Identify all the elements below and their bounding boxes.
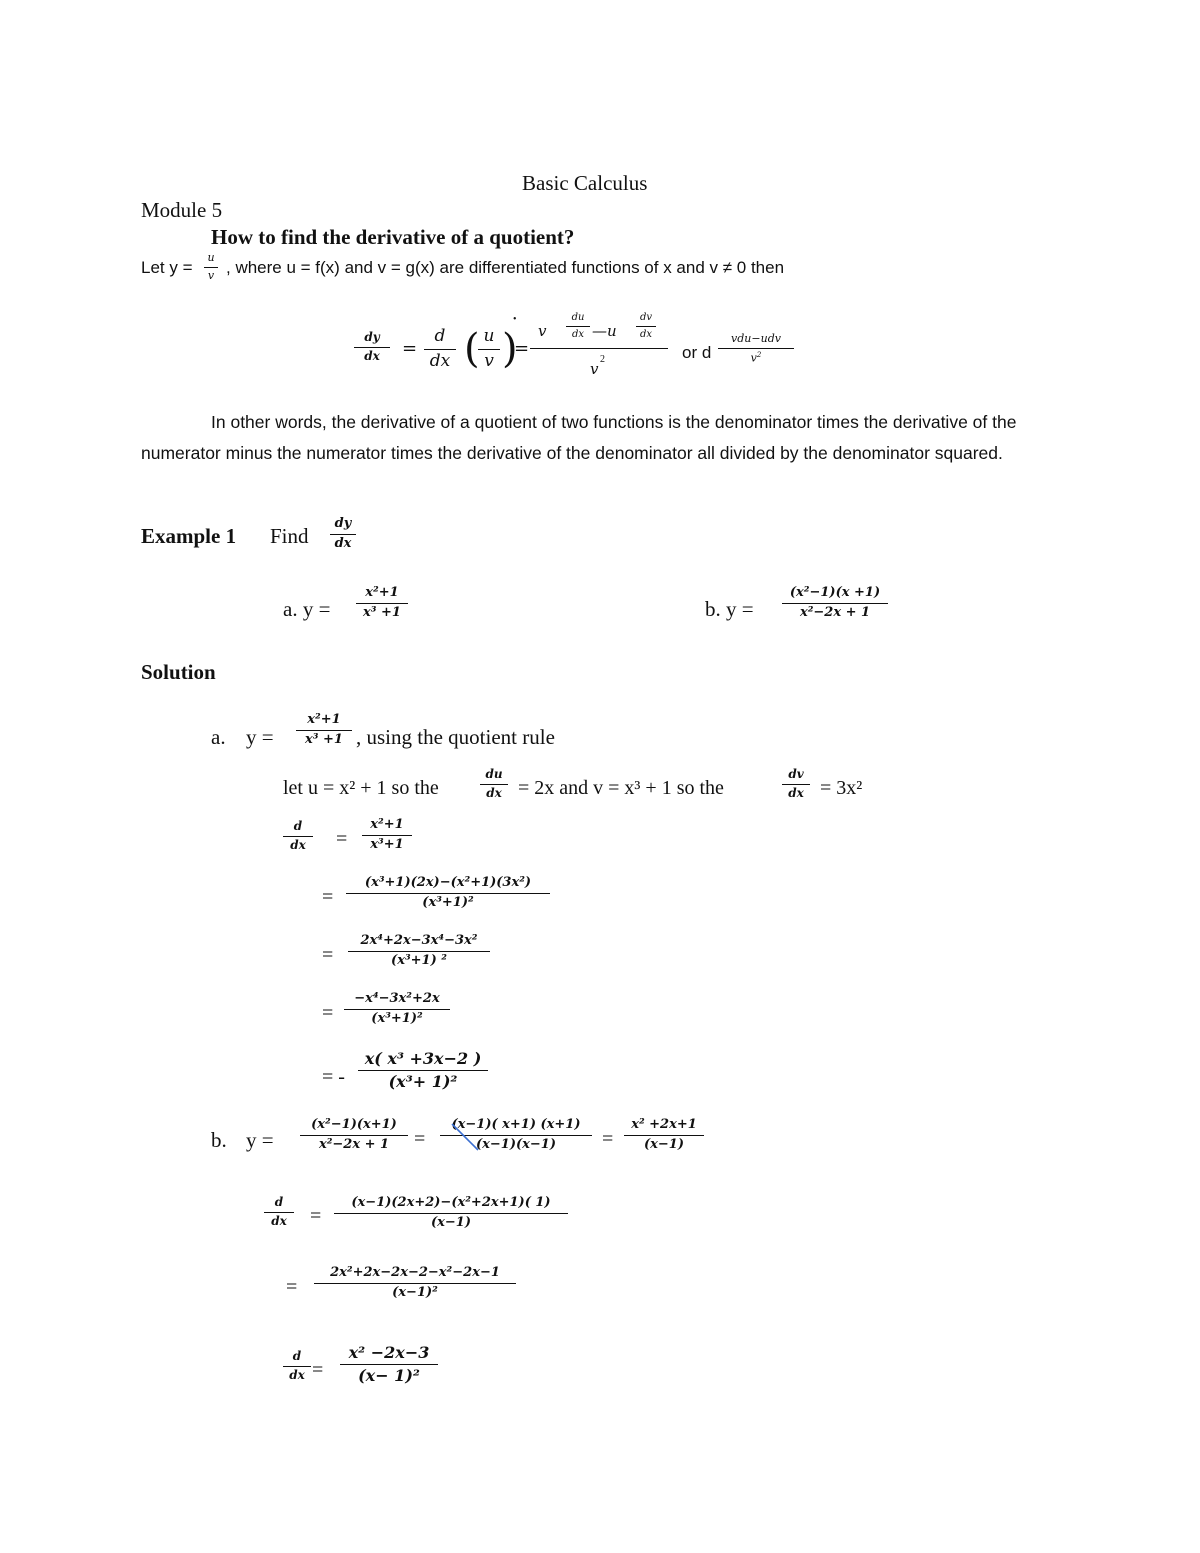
solution-a-y-eq: y = — [246, 725, 274, 749]
solution-a-step-0-den: x³+1 — [370, 836, 404, 852]
fraction-bar — [782, 603, 888, 604]
rule-d: d — [434, 326, 446, 346]
rule-alt-den-base: v — [750, 351, 757, 365]
example-find: Find — [270, 524, 309, 548]
solution-b-step-1-num: (x−1)(2x+2)−(x²+2x+1)( 1) — [351, 1195, 551, 1210]
solution-b-frac-3-num: x² +2x+1 — [631, 1117, 697, 1132]
fraction-bar — [480, 784, 508, 785]
fraction-bar — [346, 893, 550, 894]
let-prefix: Let y = — [141, 258, 193, 277]
rule-dv-dx — [636, 312, 656, 340]
example-a-den: x³ +1 — [363, 604, 401, 620]
solution-a-eq-neg: = - — [322, 1066, 345, 1088]
example-find-den: dx — [334, 535, 352, 551]
solution-a-ddx: dx — [290, 837, 306, 852]
solution-b-step-1-den: (x−1) — [431, 1214, 471, 1230]
fraction-bar — [314, 1283, 516, 1284]
rule-u: u — [483, 326, 495, 346]
solution-b-frac-2-num: (x−1)( x+1) (x+1) — [451, 1117, 581, 1132]
solution-a-step-1 — [346, 876, 550, 911]
rule-minus-u: —u — [592, 322, 617, 340]
solution-a-step-4-num: x( x³ +3x−2 ) — [364, 1049, 482, 1068]
paragraph-text: In other words, the derivative of a quotient of two functions is the denominator times the derivative of the numerator minus the numerator times the derivative of the denominator all divided by the denominator squared. — [141, 412, 1017, 463]
solution-b-label: b. — [211, 1128, 227, 1152]
let-suffix: , where u = f(x) and v = g(x) are differentiated functions of x and v ≠ 0 then — [226, 258, 785, 277]
rule-u-over-v — [478, 327, 500, 371]
rule-equals-1: = — [402, 338, 418, 359]
solution-a-step-1-num: (x³+1)(2x)−(x²+1)(3x²) — [364, 875, 532, 890]
solution-a-du: du — [485, 767, 503, 781]
fraction-bar — [478, 349, 500, 350]
fraction-bar — [283, 1366, 311, 1367]
example-a-fraction — [356, 586, 408, 621]
solution-a-fraction — [296, 713, 352, 748]
solution-b-ddx: dx — [271, 1213, 287, 1228]
fraction-bar — [204, 267, 218, 268]
solution-b-step-2-num: 2x²+2x−2x−2−x²−2x−1 — [330, 1265, 500, 1280]
fraction-bar — [424, 349, 456, 350]
solution-a-den: x³ +1 — [305, 731, 343, 747]
rule-dv-dx-den: dx — [639, 328, 653, 340]
fraction-bar — [334, 1213, 568, 1214]
rule-du-dx — [566, 312, 590, 340]
rule-or-d: or d — [682, 343, 712, 362]
explanation-paragraph — [141, 407, 1061, 469]
fraction-bar — [718, 348, 794, 349]
solution-b-final-d: d — [292, 1349, 302, 1363]
solution-a-dx2: dx — [788, 785, 804, 800]
solution-b-d-dx — [264, 1196, 294, 1229]
example-b-label: b. y = — [705, 597, 754, 621]
fraction-bar — [782, 784, 810, 785]
fraction-bar — [636, 326, 656, 327]
solution-a-label: a. — [211, 725, 226, 749]
rule-du: du — [571, 312, 585, 323]
fraction-bar — [354, 347, 390, 348]
fraction-bar — [356, 603, 408, 604]
rule-dot: • — [513, 314, 517, 325]
example-find-num: dy — [334, 516, 352, 531]
solution-a-step-2-num: 2x⁴+2x−3x⁴−3x² — [360, 933, 478, 948]
solution-b-frac-1-num: (x²−1)(x+1) — [311, 1117, 397, 1132]
solution-a-end-text: = 3x² — [820, 777, 863, 799]
solution-a-eq-1: = — [322, 886, 334, 908]
rule-den-exp: 2 — [600, 354, 605, 365]
example-b-fraction — [782, 586, 888, 621]
solution-a-tail: , using the quotient rule — [356, 725, 555, 749]
example-b-num: (x²−1)(x +1) — [789, 585, 881, 600]
fraction-bar — [358, 1070, 488, 1071]
fraction-bar — [330, 534, 356, 535]
rule-den-v: v — [590, 360, 599, 378]
rule-left-paren: ( — [464, 326, 480, 372]
fraction-bar — [362, 835, 412, 836]
example-a-num: x²+1 — [365, 585, 399, 600]
solution-a-step-3-num: −x⁴−3x²+2x — [354, 991, 440, 1006]
document-title: Basic Calculus — [522, 171, 648, 195]
solution-label: Solution — [141, 660, 216, 684]
let-frac-num: u — [207, 251, 215, 264]
fraction-bar — [566, 326, 590, 327]
solution-b-final-ddx: dx — [289, 1367, 305, 1382]
rule-right-paren: ) — [502, 326, 518, 372]
fraction-bar — [348, 951, 490, 952]
rule-dx: dx — [364, 348, 380, 363]
solution-a-step-4-den: (x³+ 1)² — [388, 1072, 458, 1092]
rule-num-v: v — [538, 322, 547, 340]
solution-a-eq-0: = — [336, 828, 348, 850]
solution-a-dv: dv — [788, 767, 804, 781]
solution-a-eq-2: = — [322, 944, 334, 966]
solution-a-step-2-den: (x³+1) ² — [391, 952, 447, 968]
rule-dv: dv — [639, 312, 653, 323]
solution-a-step-3-den: (x³+1)² — [371, 1010, 423, 1026]
solution-b-final-d-dx — [283, 1350, 311, 1383]
solution-a-num: x²+1 — [307, 712, 341, 727]
solution-b-step-2-den: (x−1)² — [392, 1284, 438, 1300]
solution-a-step-4 — [358, 1050, 488, 1092]
rule-dx2: dx — [429, 350, 451, 371]
fraction-bar — [340, 1364, 438, 1365]
let-fraction — [204, 252, 218, 282]
solution-a-mid-text: = 2x and v = x³ + 1 so the — [518, 777, 724, 799]
solution-a-step-1-den: (x³+1)² — [422, 894, 474, 910]
solution-b-final-den: (x− 1)² — [358, 1366, 420, 1386]
solution-a-dv-dx — [782, 768, 810, 801]
solution-b-frac-3 — [624, 1118, 704, 1153]
solution-a-step-0-num: x²+1 — [370, 817, 404, 832]
rule-alt-num: vdu−udv — [731, 332, 781, 345]
fraction-bar — [300, 1135, 408, 1136]
solution-b-frac-3-den: (x−1) — [644, 1136, 684, 1152]
rule-main-bar — [530, 348, 668, 349]
example-label: Example 1 — [141, 524, 237, 548]
rule-alt-den — [751, 351, 762, 365]
solution-b-eq-2: = — [602, 1128, 614, 1150]
fraction-bar — [624, 1135, 704, 1136]
solution-b-final-num: x² −2x−3 — [348, 1343, 430, 1362]
let-frac-den: v — [207, 268, 215, 282]
solution-b-d: d — [274, 1195, 284, 1209]
section-heading: How to find the derivative of a quotient? — [211, 225, 575, 249]
fraction-bar — [264, 1212, 294, 1213]
solution-a-d-dx — [283, 820, 313, 853]
rule-alt-fraction — [718, 333, 794, 365]
solution-a-d: d — [293, 819, 303, 833]
cancel-strike-line — [452, 1124, 478, 1150]
rule-v: v — [484, 350, 494, 371]
solution-b-step-1 — [334, 1196, 568, 1231]
solution-b-eq-1: = — [414, 1128, 426, 1150]
solution-b-frac-2-den: (x−1)(x−1) — [476, 1136, 556, 1152]
solution-a-step-0 — [362, 818, 412, 853]
example-b-den: x²−2x + 1 — [799, 604, 871, 620]
rule-equals-2: = — [514, 338, 530, 359]
solution-a-step-2 — [348, 934, 490, 969]
solution-b-frac-1 — [300, 1118, 408, 1153]
rule-alt-den-exp: 2 — [756, 350, 762, 359]
solution-b-step-2 — [314, 1266, 516, 1301]
solution-a-step-3 — [344, 992, 450, 1027]
solution-b-y-eq: y = — [246, 1128, 274, 1152]
solution-a-let-text: let u = x² + 1 so the — [283, 777, 439, 799]
rule-d-dx — [424, 327, 456, 371]
cancel-strike-mark — [448, 1120, 488, 1160]
solution-b-eq-final: = — [312, 1359, 324, 1381]
fraction-bar — [296, 730, 352, 731]
example-a-label: a. y = — [283, 597, 331, 621]
solution-b-eq-3: = — [310, 1205, 322, 1227]
rule-du-dx-den: dx — [571, 328, 585, 340]
module-label: Module 5 — [141, 198, 223, 222]
rule-dy: dy — [364, 330, 380, 344]
example-find-fraction — [330, 517, 356, 552]
fraction-bar — [283, 836, 313, 837]
solution-b-final — [340, 1344, 438, 1386]
solution-b-frac-1-den: x²−2x + 1 — [318, 1136, 390, 1152]
rule-dydx — [354, 331, 390, 364]
solution-b-eq-4: = — [286, 1276, 298, 1298]
solution-a-dx1: dx — [486, 785, 502, 800]
solution-a-eq-3: = — [322, 1002, 334, 1024]
fraction-bar — [344, 1009, 450, 1010]
solution-a-du-dx — [480, 768, 508, 801]
